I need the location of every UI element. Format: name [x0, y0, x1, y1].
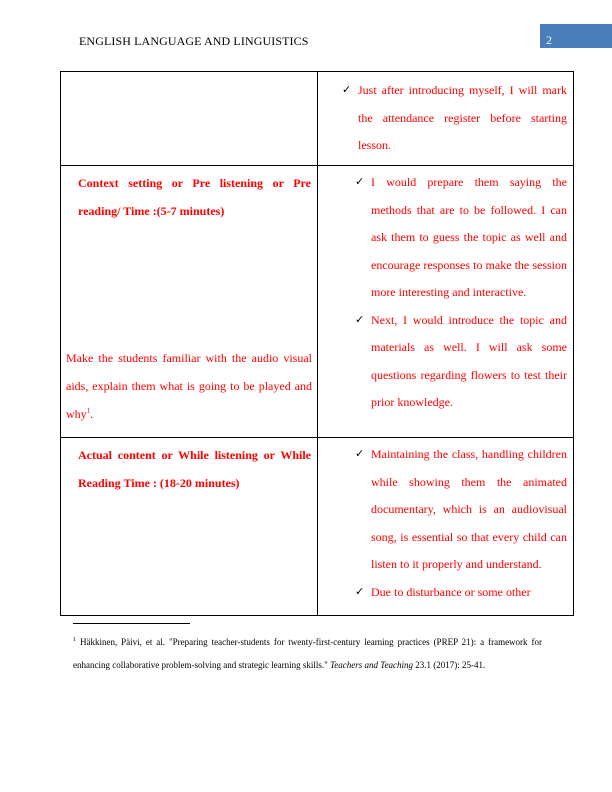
footnote-journal: Teachers and Teaching	[330, 659, 413, 670]
footnote-separator	[73, 623, 190, 624]
note-end: .	[90, 407, 94, 421]
checklist	[318, 72, 573, 160]
page-number: 2	[546, 33, 552, 47]
list-item	[355, 441, 567, 579]
note-text: Make the students familiar with the audio visual aids, explain them what is going to be played and why	[66, 351, 312, 421]
section-note	[66, 344, 312, 428]
lesson-plan-table	[60, 71, 574, 616]
checkmark-icon: ✓	[355, 585, 365, 598]
list-item	[355, 307, 567, 417]
table-row	[61, 72, 574, 166]
list-item-text: Maintaining the class, handling children while showing them the animated documentary, which is an audiovisual song, is essential so that every child can listen to it properly and understand.	[371, 447, 567, 571]
list-item-text: Due to disturbance or some other	[371, 584, 531, 599]
section-heading: Actual content or While listening or While Reading Time : (18-20 minutes)	[78, 448, 311, 490]
checkmark-icon: ✓	[355, 176, 365, 188]
table-cell	[318, 166, 574, 438]
table-row	[61, 438, 574, 616]
list-item-text: I would prepare them saying the methods that are to be followed. I can ask them to guess the topic as well and encourage responses to make the session more interesting and interactive.	[371, 175, 567, 299]
section-heading: Context setting or Pre listening or Pre reading/ Time :(5-7 minutes)	[78, 176, 311, 218]
page-number-badge	[540, 24, 612, 48]
table-cell	[318, 438, 574, 616]
list-item	[355, 169, 567, 307]
footnote-text: Häkkinen, Päivi, et al. "Preparing teacher-students for twenty-first-century learning practices (PREP 21): a framework for enhancing collaborative problem-solving and strategic learning skills."	[73, 637, 543, 670]
list-item-text: Next, I would introduce the topic and materials as well. I will ask some questions regarding flowers to test their prior knowledge.	[371, 312, 567, 409]
checkmark-icon: ✓	[342, 84, 352, 96]
table-cell	[318, 72, 574, 166]
list-item	[342, 77, 567, 160]
table-cell	[61, 166, 318, 438]
footnote-ref: 1	[86, 407, 91, 415]
table-cell	[61, 438, 318, 616]
footnote	[73, 631, 542, 676]
list-item	[355, 579, 567, 607]
checkmark-icon: ✓	[355, 448, 365, 460]
checkmark-icon: ✓	[355, 313, 365, 326]
table-cell-empty	[61, 72, 318, 166]
list-item-text: Just after introducing myself, I will mark the attendance register before starting lesson.	[358, 83, 567, 152]
running-header: ENGLISH LANGUAGE AND LINGUISTICS	[79, 34, 309, 48]
table-row	[61, 166, 574, 438]
footnote-number: 1	[73, 637, 76, 643]
footnote-citation: 23.1 (2017): 25-41.	[412, 659, 486, 670]
checklist	[318, 438, 573, 606]
checklist	[318, 166, 573, 417]
